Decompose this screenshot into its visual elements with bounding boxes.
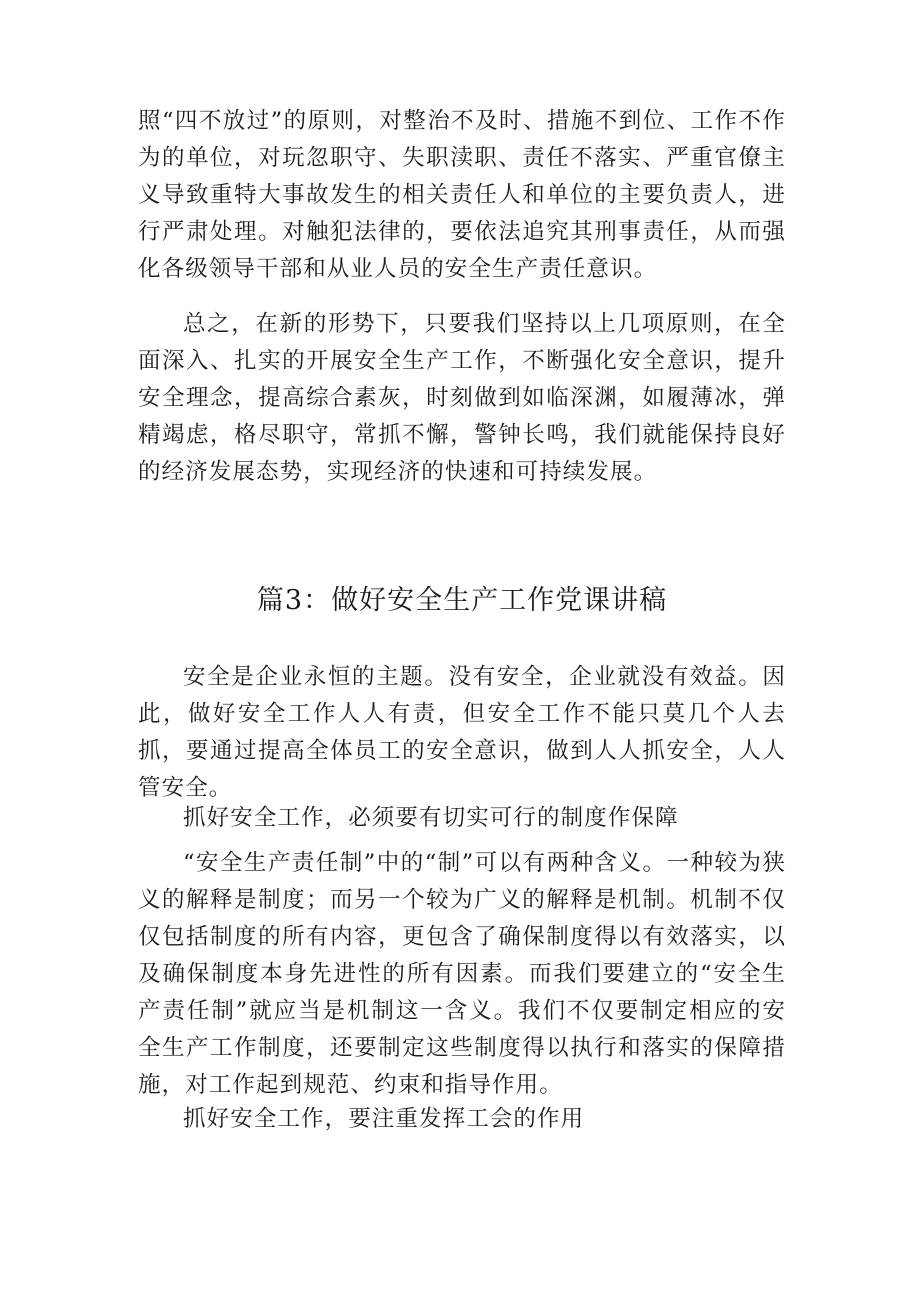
subheading-union-role: 抓好安全工作，要注重发挥工会的作用 — [183, 1106, 585, 1132]
paragraph-intro: 安全是企业永恒的主题。没有安全，企业就没有效益。因此，做好安全工作人人有责，但安全工作不能只莫几个人去抓，要通过提高全体员工的安全意识，做到人人抓安全，人人管安全。 — [138, 664, 786, 801]
paragraph-continuation: 照“四不放过”的原则，对整治不及时、措施不到位、工作不作为的单位，对玩忽职守、失职渎职、责任不落实、严重官僚主义导致重特大事故发生的相关责任人和单位的主要负责人，进行严肃处理。对触犯法律的，要依法追究其刑事责任，从而强化各级领导干部和从业人员的安全生产责任意识。 — [138, 108, 786, 282]
subheading-system-guarantee: 抓好安全工作，必须要有切实可行的制度作保障 — [183, 805, 679, 831]
paragraph-responsibility-system: “安全生产责任制”中的“制”可以有两种含义。一种较为狭义的解释是制度；而另一个较为广义的解释是机制。机制不仅仅包括制度的所有内容，更包含了确保制度得以有效落实，以及确保制度本身先进性的所有因素。而我们要建立的“安全生产责任制”就应当是机制这一含义。我们不仅要制定相应的安全生产工作制度，还要制定这些制度得以执行和落实的保障措施，对工作起到规范、约束和指导作用。 — [138, 850, 786, 1098]
section-title: 篇3：做好安全生产工作党课讲稿 — [256, 585, 668, 616]
paragraph-conclusion: 总之，在新的形势下，只要我们坚持以上几项原则，在全面深入、扎实的开展安全生产工作，不断强化安全意识，提升安全理念，提高综合素灰，时刻做到如临深渊，如履薄冰，弹精竭虑，格尽职守，常抓不懈，警钟长鸣，我们就能保持良好的经济发展态势，实现经济的快速和可持续发展。 — [138, 311, 786, 485]
